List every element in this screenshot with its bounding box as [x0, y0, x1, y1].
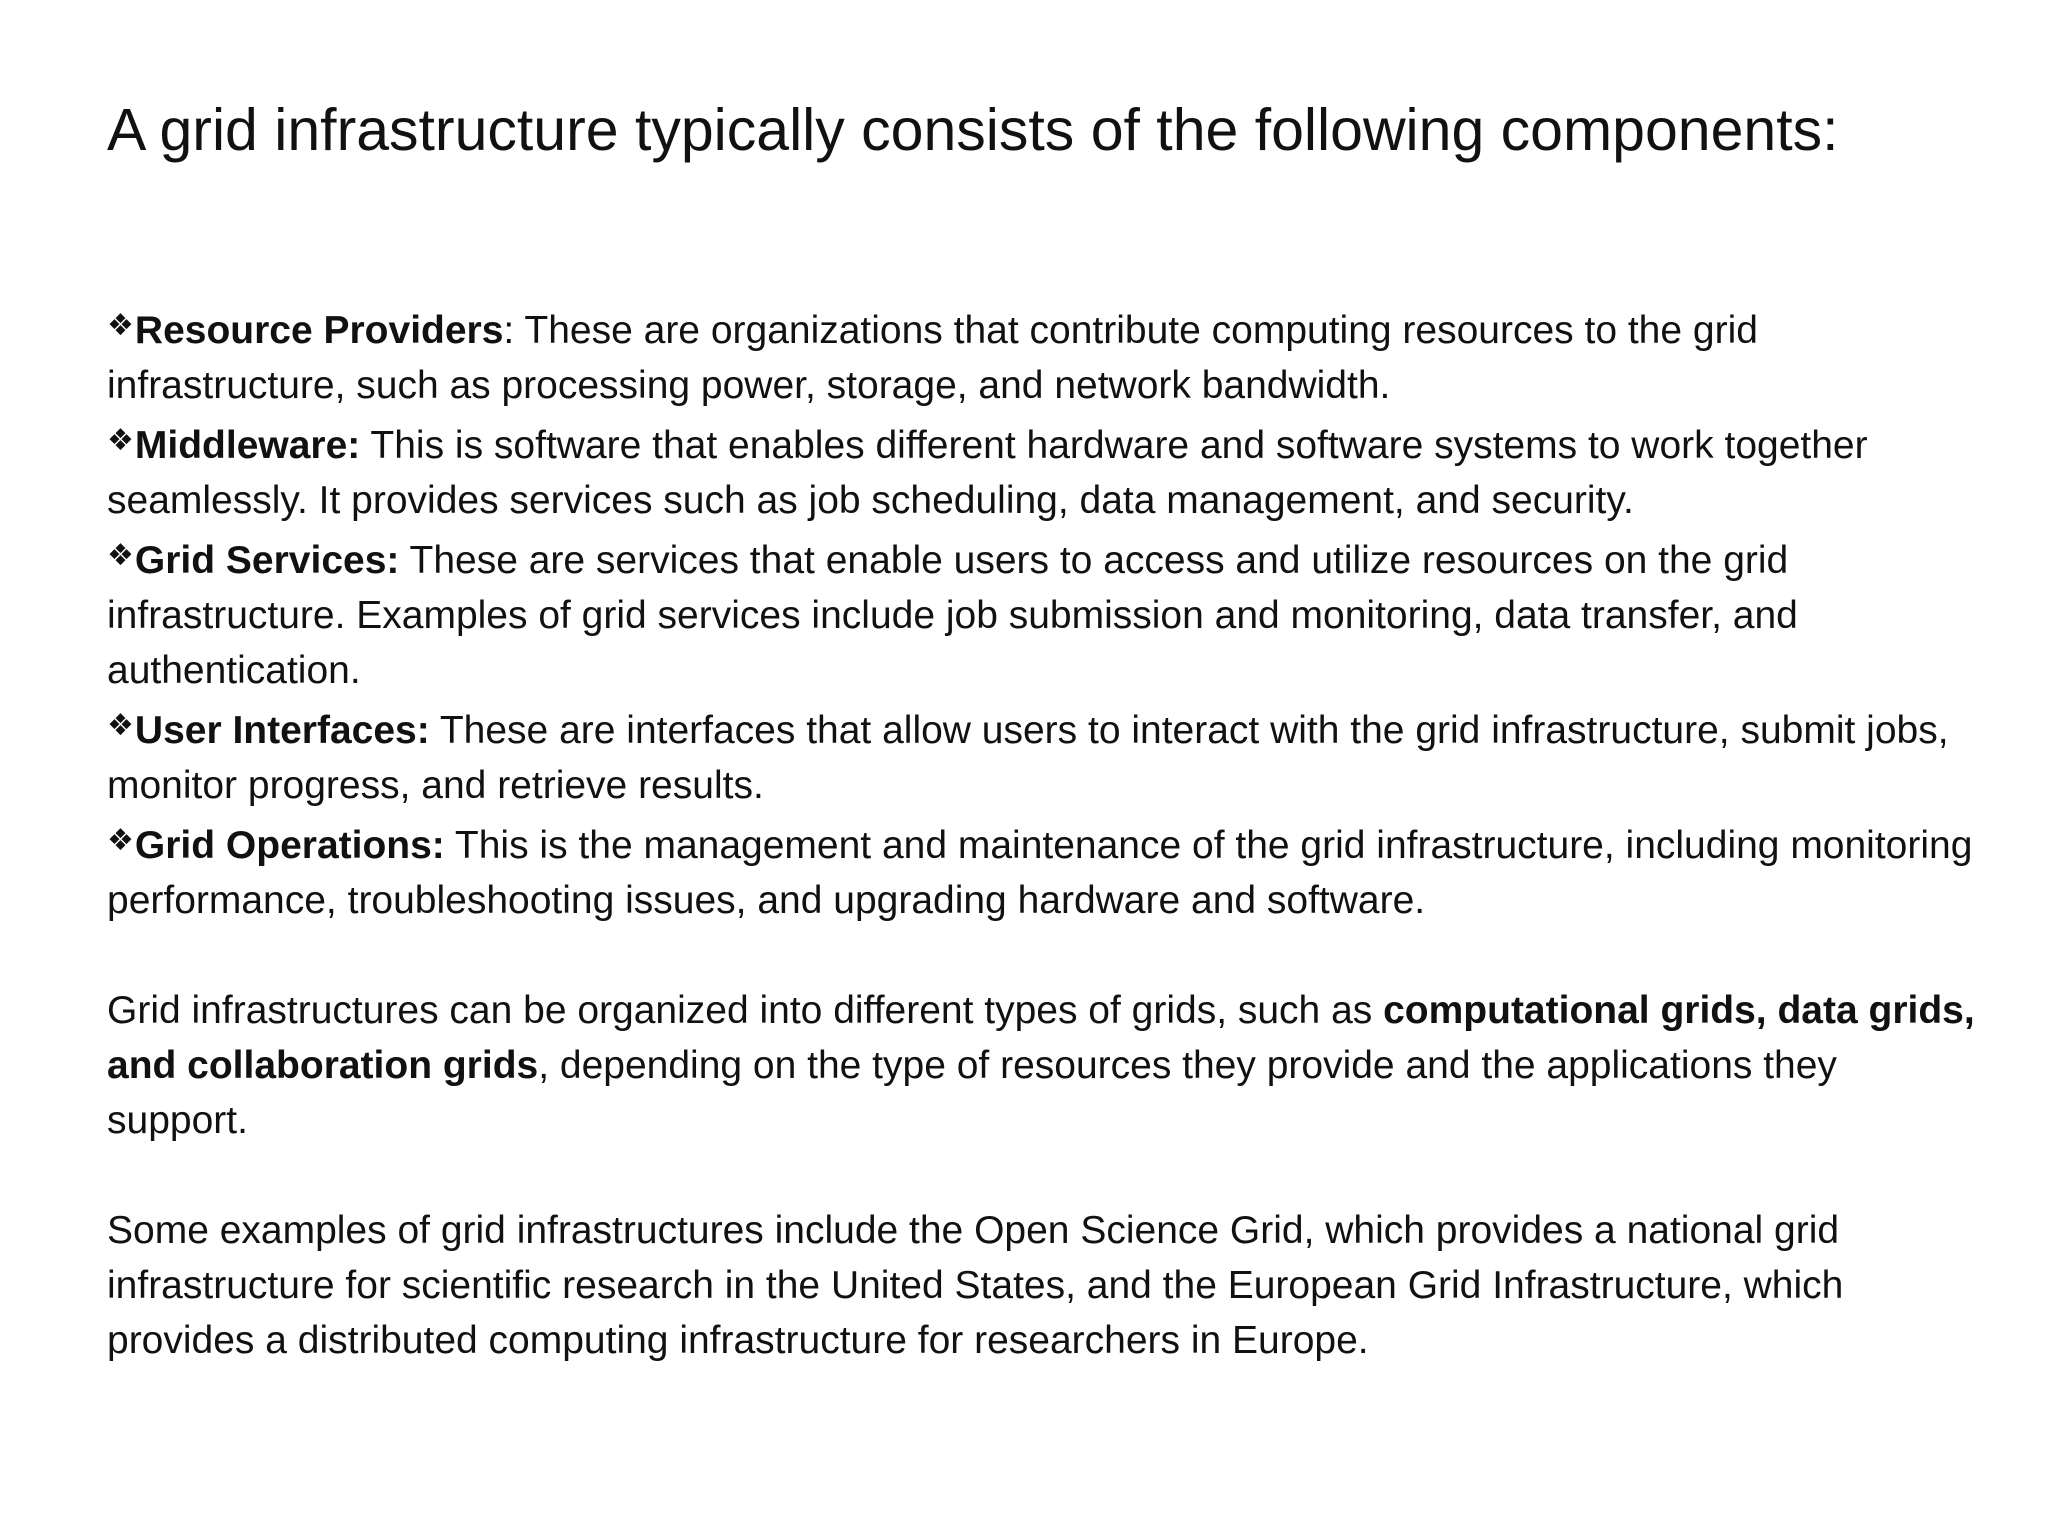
- bullet-text: This is the management and maintenance of the grid infrastructure, including monitoring performance, troubleshooting issues, and upgrading hardware and software.: [107, 824, 1973, 922]
- examples-paragraph: Some examples of grid infrastructures include the Open Science Grid, which provides a national grid infrastructure for scientific research in the United States, and the European Grid Infrastructure, which provides a distributed computing infrastructure for researchers in Europe.: [107, 1209, 1844, 1362]
- bullet-term: Middleware:: [134, 424, 361, 467]
- bullet-term: Grid Services:: [134, 539, 400, 582]
- grid-types-emphasis: computational grids, data grids, and collaboration grids: [107, 989, 1975, 1087]
- bullet-term: Resource Providers: [134, 309, 504, 352]
- slide-body: [107, 298, 1987, 1368]
- four-diamond-bullet-icon: ❖: [107, 823, 134, 858]
- bullet-term: Grid Operations:: [134, 824, 445, 867]
- bullet-text: This is software that enables different hardware and software systems to work together seamlessly. It provides services such as job scheduling, data management, and security.: [107, 424, 1868, 522]
- bullet-separator: :: [503, 309, 515, 352]
- bullet-text: These are interfaces that allow users to interact with the grid infrastructure, submit jobs, monitor progress, and retrieve results.: [107, 709, 1949, 807]
- grid-types-paragraph: [107, 983, 1987, 1148]
- bullet-text: These are organizations that contribute computing resources to the grid infrastructure, such as processing power, storage, and network bandwidth.: [107, 309, 1758, 407]
- four-diamond-bullet-icon: ❖: [107, 423, 134, 458]
- spacer: [107, 928, 1987, 983]
- four-diamond-bullet-icon: ❖: [107, 308, 134, 343]
- four-diamond-bullet-icon: ❖: [107, 538, 134, 573]
- bullet-text: These are services that enable users to access and utilize resources on the grid infrastructure. Examples of grid services include job submission and monitoring, data transfer, and authentication.: [107, 539, 1798, 692]
- paragraph-text: , depending on the type of resources they provide and the applications they support.: [107, 1044, 1837, 1142]
- list-item: [107, 298, 1987, 413]
- list-item: [107, 413, 1987, 528]
- list-item: [107, 698, 1987, 813]
- list-item: [107, 528, 1987, 698]
- component-list: [107, 298, 1987, 928]
- four-diamond-bullet-icon: ❖: [107, 708, 134, 743]
- bullet-term: User Interfaces:: [134, 709, 430, 752]
- paragraph-text: Grid infrastructures can be organized into different types of grids, such as: [107, 989, 1384, 1032]
- spacer: [107, 1148, 1987, 1203]
- slide-title: A grid infrastructure typically consists of the following components:: [107, 97, 1839, 163]
- list-item: [107, 813, 1987, 928]
